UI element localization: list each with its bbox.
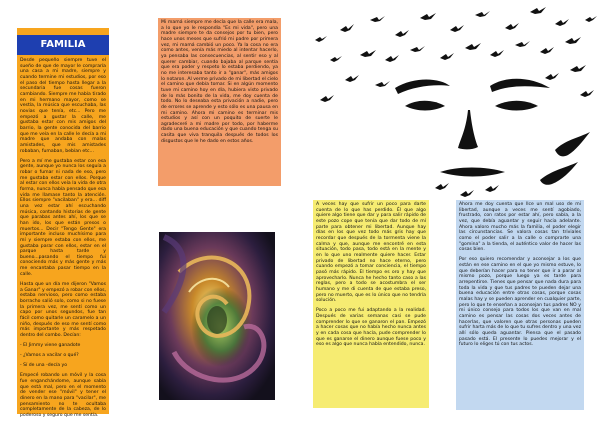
fractal-image (159, 232, 275, 400)
page-title: FAMILIA (17, 35, 109, 55)
paragraph: Poco a poco me fui adaptando a la realidad. Después de varias semanas casi se pude comprender lo que se ganaron el pan. Empezó a hacer cosas que no había hecho nunca antes y en cada cosa que hacía, pude comprender lo que es ganarse el dinero aunque fuese poco y eso es algo que nunca había entendido, nunca. (316, 308, 426, 348)
paragraph: Desde pequeño siempre tuve el sueño de que de mayor le compraría una casa a mi madre, siempre y cuando termine mi estudios, por eso el paso del tiempo hasta llegar a la secundaria fue cosas fueron cambiando. Siempre me había tirado en mi hermano mayor, como se vestía, la música que escuchaba, las novias que tenía, etc... Pero me empezó a gustar la calle, me gustaba estar con mis amigos del barrio, la gente conocida del barrio que me veía en la calle le decía a mi madre que andaba con malas amistades, que mis amistades robaban, fumaban, bebían etc... (20, 58, 106, 154)
column-advice (456, 200, 584, 410)
paragraph: Empecé robando un móvil y la cosa fue enganchándome, aunque sabía que está mal, pero en el momento de vender ese "móvil" y tener el dinero en la mano para "vacilar", me pensamiento no te ocultaba completamente de la cabeza, de lo poderoso y seguro que me sentía. (20, 373, 106, 419)
paragraph: A veces hay que sufrir un poco para darte cuenta de lo que has perdido. Él que algo quiere algo tiene que dar y para salir rápido de este pozo cope que tenía que dar todo de mí parte para obtener mi libertad. Aunque hay días en los que vez todo más gris hay que recordar que después de la tormenta viene la calma y que, aunque me encontré en esta situación, todo pasa, todo está en la mente y en lo que uno realmente quiere hacer. Estar privado de libertad no hace eterno, pero cuando empezó a tomar conciencia, el tiempo pasó más rápido. El tiempo es oro y hay que aprovecharlo. Nunca he hecho tanto caso a las reglas, pero a todo se acostumbra el ser humano y me di cuenta de que estaba preso, pero no muerto, que es lo único que no tendría solución. (316, 202, 426, 304)
paragraph: Ahora me doy cuenta que llce un mal uso de mi libertad, aunque a veces me sentí agobiado, frustrado, con ratos por estar ahí, pero sabía, a la vez, que debía aguantar y seguir hacia adelante. Ahora valoro mucho más la familia, el poder elegir las circunstancias. Se valora cosas tan triviales como el poder salir a la calle o comprarte una "gomina" a la tienda, el auténtico valor de hacer las cosas bien. (459, 202, 581, 253)
dialogue-line: - El Jimmy viene ganadote (20, 343, 81, 348)
dialogue-line: - Sí de una -decía yo (20, 363, 68, 369)
paragraph: Por eso quiero recomendar y aconsejar a los que están en ese camino en el que yo mismo estuve, lo que deberían hacer para no tener que ir a parar al mismo pozo, porque luego ya es tarde para arrepentirse. Tienes que pensar que nada dura para toda la vida y que tus padres te pueden dejar una buena educación entre otras cosas, porque cosas malas hay y se pueden aprender en cualquier parte, pero lo que te enseñan a aconsejan tus padres NO y mi único consejo para todos los que van en mal camino es pensar las cosas dos veces antes de hacerlas, que valoren que otras personas pueden sufrir harta más de lo que tu sufres dentro y una vez allí sólo queda aguantar. Piensa que el pasado pasado está. El presente lo puedes mejorar y el futuro lo eliges tú con tus actos. (459, 257, 581, 348)
dialogue-line: - ¿Vamos a vacilar o qué? (20, 353, 79, 359)
column-mother-advice (158, 18, 281, 186)
paragraph: Pero a mí me gustaba estar con esa gente, aunque yo nunca los seguía a robar o fumar ni nada de eso, pero me gustaba estar con ellos. Porque al estar con ellos veía la vida de otra forma, nunca había pensado que esa vida me llamase tanto la atención. Ellos siempre "vacilaban" y era... diff una vez estar ahí escuchando música, contando historias de gente que parabas antes ahí, los que se han ido, los que están presos o muertos... Decir "Tengo Gente" era importante incluso muchísimo para mí y siempre estaba con ellos, me gustaba parar con ellos, estar en el parque hasta tarde y bueno...pasando el tiempo fui conociendo más y más gente y más me encantaba pasar tiempo en la calle. (20, 158, 106, 277)
birds-face-image (300, 0, 600, 210)
column-reflection (313, 200, 429, 408)
paragraph: Mi mamá siempre me decía que la calle era mala, a lo que yo le respondía "Es mi vida", pero una madre siempre te da consejos por tu bien, pero hace unos meses que sufrió mi padre por primera vez, mi mamá cambió un poco. Ya la cosa no era como antes, venía más miedo al intentar hacerlo, ya pensaba las consecuencias, al sentir eso y al querer cambiar, cuando bajaba al parque sentía que era poder y respeto lo estaba perdiendo, ya no me interesaba tanto ir a "ganar", más amigos lo notaron. Al verme privado de mi libertad el cielo el camino que debía tomar. Si en algún momento tuve mi camino hoy en día, hubiera visto privado de lo más bonito de la vida, me doy cuenta de todo. No lo deseaba esta privación a nadie, pero de errores se aprende y esto sólo es una pausa en mi camino. Ahora mi camino es terminar mis estudios y así con un poquito de suerte le agradeceré a mi madre por todo, por haberme dado una buena educación y que cuando tenga su casita que viva tranquila después de todos los disgustos que le he dado en estos años. (161, 20, 278, 144)
column-familia (17, 28, 109, 419)
paragraph: Hasta que un día me dijeron "Vamos a Ganar" y empezó a robar con ellos, estaba nervioso, pero como estaba borracho salió solo, como si no fuese la primera vez, me sentí como un capo por unos segundos, fue tan fácil como quitarle un caramelo a un niño, después de eso me sentí como más importante y más respetado dentro del combo. Decían: (20, 281, 106, 338)
